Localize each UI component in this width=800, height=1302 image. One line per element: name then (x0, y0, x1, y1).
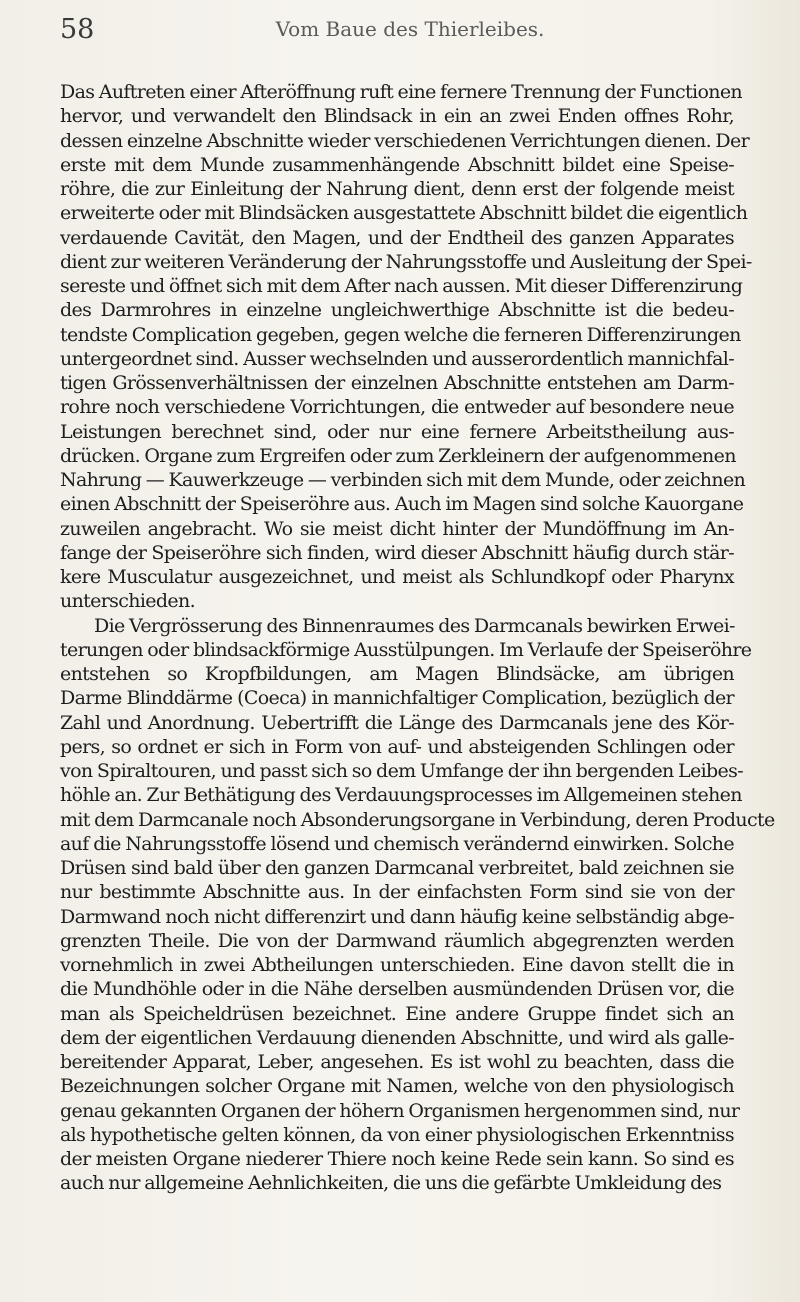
text-line: der meisten Organe niederer Thiere noch keine Rede sein kann. So sind es (60, 1148, 734, 1170)
text-line: unterschieden. (60, 590, 195, 613)
text-line: bereitender Apparat, Leber, angesehen. Es ist wohl zu beachten, dass die (60, 1051, 734, 1073)
text-line: rohre noch verschiedene Vorrichtungen, die entweder auf besondere neue (60, 396, 734, 419)
text-line: des Darmrohres in einzelne ungleichwerthige Abschnitte ist die bedeu- (60, 299, 734, 322)
text-line: Das Auftreten einer Afteröffnung ruft eine fernere Trennung der Functionen (60, 81, 742, 103)
text-line: genau gekannten Organen der höhern Organismen hergenommen sind, nur (60, 1099, 740, 1122)
text-line: verdauende Cavität, den Magen, und der Endtheil des ganzen Apparates (60, 226, 734, 249)
paragraph (60, 614, 775, 1196)
text-line: Zahl und Anordnung. Uebertrifft die Länge des Darmcanals jene des Kör- (60, 711, 734, 734)
text-line: hervor, und verwandelt den Blindsack in ein an zwei Enden offnes Rohr, (60, 105, 734, 128)
text-line: die Mundhöhle oder in die Nähe derselben ausmündenden Drüsen vor, die (60, 978, 734, 1001)
text-line: einen Abschnitt der Speiseröhre aus. Auch im Magen sind solche Kauorgane (60, 493, 744, 516)
page-number: 58 (60, 14, 95, 45)
text-line: grenzten Theile. Die von der Darmwand räumlich abgegrenzten werden (60, 929, 734, 952)
text-line: pers, so ordnet er sich in Form von auf- und absteigenden Schlingen oder (60, 735, 734, 758)
text-line: Bezeichnungen solcher Organe mit Namen, welche von den physiologisch (60, 1075, 734, 1098)
text-line: dient zur weiteren Veränderung der Nahrungsstoffe und Ausleitung der Spei- (60, 250, 752, 273)
page-header (60, 8, 760, 48)
text-line: fange der Speiseröhre sich finden, wird dieser Abschnitt häufig durch stär- (60, 541, 734, 564)
text-line: Darme Blinddärme (Coeca) in mannichfaltiger Complication, bezüglich der (60, 687, 734, 710)
body-text (60, 80, 775, 1196)
text-line: Leistungen berechnet sind, oder nur eine fernere Arbeitstheilung aus- (60, 420, 734, 443)
text-line: drücken. Organe zum Ergreifen oder zum Zerkleinern der aufgenommenen (60, 444, 736, 467)
text-line: mit dem Darmcanale noch Absonderungsorgane in Verbindung, deren Producte (60, 808, 775, 831)
text-line: vornehmlich in zwei Abtheilungen unterschieden. Eine davon stellt die in (60, 954, 734, 976)
running-title: Vom Baue des Thierleibes. (275, 17, 545, 41)
text-line: auf die Nahrungsstoffe lösend und chemisch verändernd einwirken. Solche (60, 832, 734, 855)
text-line: tendste Complication gegeben, gegen welche die ferneren Differenzirungen (60, 323, 741, 346)
text-line: röhre, die zur Einleitung der Nahrung dient, denn erst der folgende meist (60, 178, 734, 200)
text-line: sereste und öffnet sich mit dem After nach aussen. Mit dieser Differenzirung (60, 275, 743, 297)
text-line: von Spiraltouren, und passt sich so dem Umfange der ihn bergenden Leibes- (60, 760, 743, 782)
text-line: Drüsen sind bald über den ganzen Darmcanal verbreitet, bald zeichnen sie (60, 857, 734, 879)
paragraph (60, 80, 752, 614)
text-line: Nahrung — Kauwerkzeuge — verbinden sich mit dem Munde, oder zeichnen (60, 469, 746, 491)
text-line: auch nur allgemeine Aehnlichkeiten, die uns die gefärbte Umkleidung des (60, 1172, 722, 1195)
text-line: tigen Grössenverhältnissen der einzelnen Abschnitte entstehen am Darm- (60, 372, 734, 394)
text-line: Darmwand noch nicht differenzirt und dann häufig keine selbständig abge- (60, 905, 734, 928)
text-line: entstehen so Kropfbildungen, am Magen Blindsäcke, am übrigen (60, 663, 734, 685)
text-line: erste mit dem Munde zusammenhängende Abschnitt bildet eine Speise- (60, 153, 734, 176)
text-line: zuweilen angebracht. Wo sie meist dicht hinter der Mundöffnung im An- (60, 517, 734, 540)
text-line: als hypothetische gelten können, da von einer physiologischen Erkenntniss (60, 1123, 734, 1146)
text-line: nur bestimmte Abschnitte aus. In der einfachsten Form sind sie von der (60, 881, 734, 904)
text-line: dem der eigentlichen Verdauung dienenden Abschnitte, und wird als galle- (60, 1026, 734, 1049)
text-line: kere Musculatur ausgezeichnet, und meist als Schlundkopf oder Pharynx (60, 566, 734, 588)
text-line: Die Vergrösserung des Binnenraumes des Darmcanals bewirken Erwei- (94, 614, 735, 637)
text-line: dessen einzelne Abschnitte wieder verschiedenen Verrichtungen dienen. Der (60, 129, 750, 152)
text-line: untergeordnet sind. Ausser wechselnden und ausserordentlich mannichfal- (60, 347, 734, 370)
text-line: terungen oder blindsackförmige Ausstülpungen. Im Verlaufe der Speiseröhre (60, 638, 752, 661)
text-line: man als Speicheldrüsen bezeichnet. Eine andere Gruppe findet sich an (60, 1002, 734, 1025)
text-line: erweiterte oder mit Blindsäcken ausgestattete Abschnitt bildet die eigentlich (60, 202, 748, 225)
text-line: höhle an. Zur Bethätigung des Verdauungsprocesses im Allgemeinen stehen (60, 784, 742, 807)
